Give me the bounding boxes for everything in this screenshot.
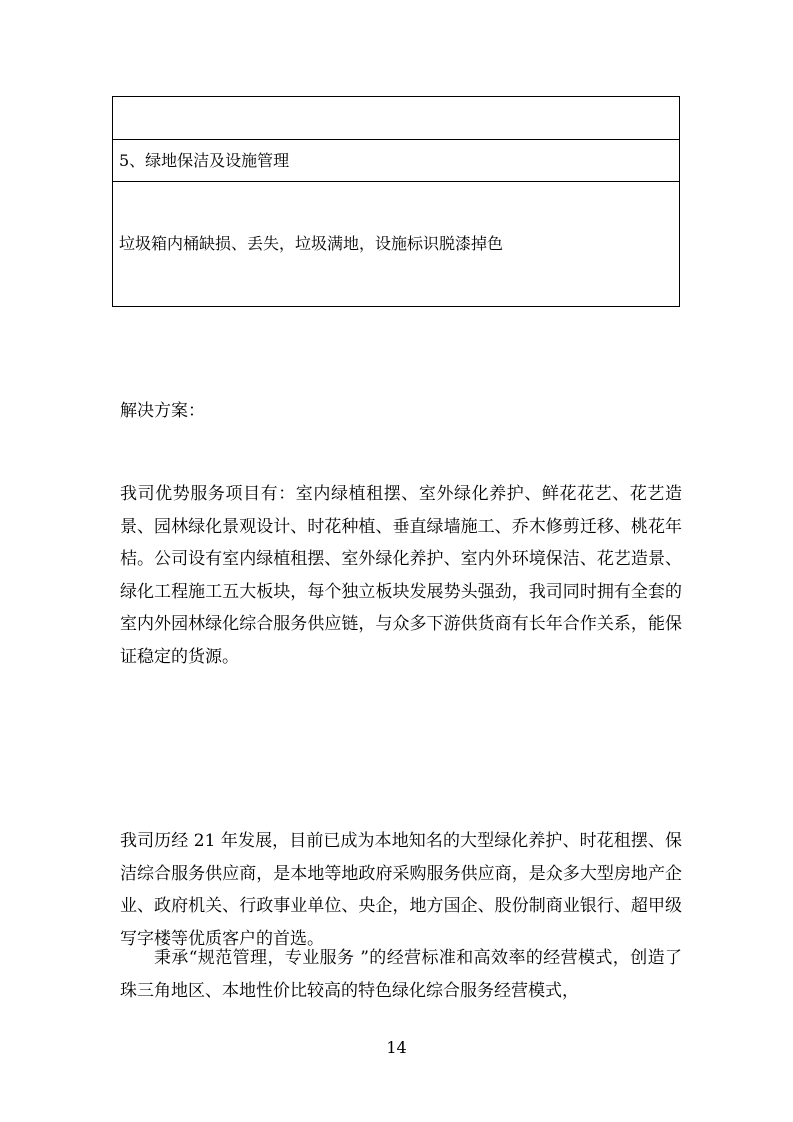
table-cell-section-heading: 5、绿地保洁及设施管理 [113, 140, 680, 182]
paragraph-advantages: 我司优势服务项目有：室内绿植租摆、室外绿化养护、鲜花花艺、花艺造景、园林绿化景观设计、时花种植、垂直绿墙施工、乔木修剪迁移、桃花年桔。公司设有室内绿植租摆、室外绿化养护、室内外环境保洁、花艺造景、绿化工程施工五大板块，每个独立板块发展势头强劲，我司同时拥有全套的室内外园林绿化综合服务供应链，与众多下游供货商有长年合作关系，能保证稳定的货源。 [120, 484, 682, 667]
page-number: 14 [386, 1038, 407, 1057]
table-row [113, 182, 680, 307]
table-cell-empty [113, 97, 680, 140]
paragraph-principle: 秉承“规范管理，专业服务 ”的经营标准和高效率的经营模式，创造了珠三角地区、本地性价比较高的特色绿化综合服务经营模式， [120, 948, 682, 1001]
table-row [113, 97, 680, 140]
table-cell-issue-description: 垃圾箱内桶缺损、丢失，垃圾满地，设施标识脱漆掉色 [113, 182, 680, 307]
table-row [113, 140, 680, 182]
paragraph-history: 我司历经 21 年发展，目前已成为本地知名的大型绿化养护、时花租摆、保洁综合服务供应商，是本地等地政府采购服务供应商，是众多大型房地产企业、政府机关、行政事业单位、央企，地方国企、股份制商业银行、超甲级写字楼等优质客户的首选。 [120, 831, 682, 949]
solution-heading: 解决方案： [120, 401, 205, 421]
issue-table [112, 96, 680, 307]
